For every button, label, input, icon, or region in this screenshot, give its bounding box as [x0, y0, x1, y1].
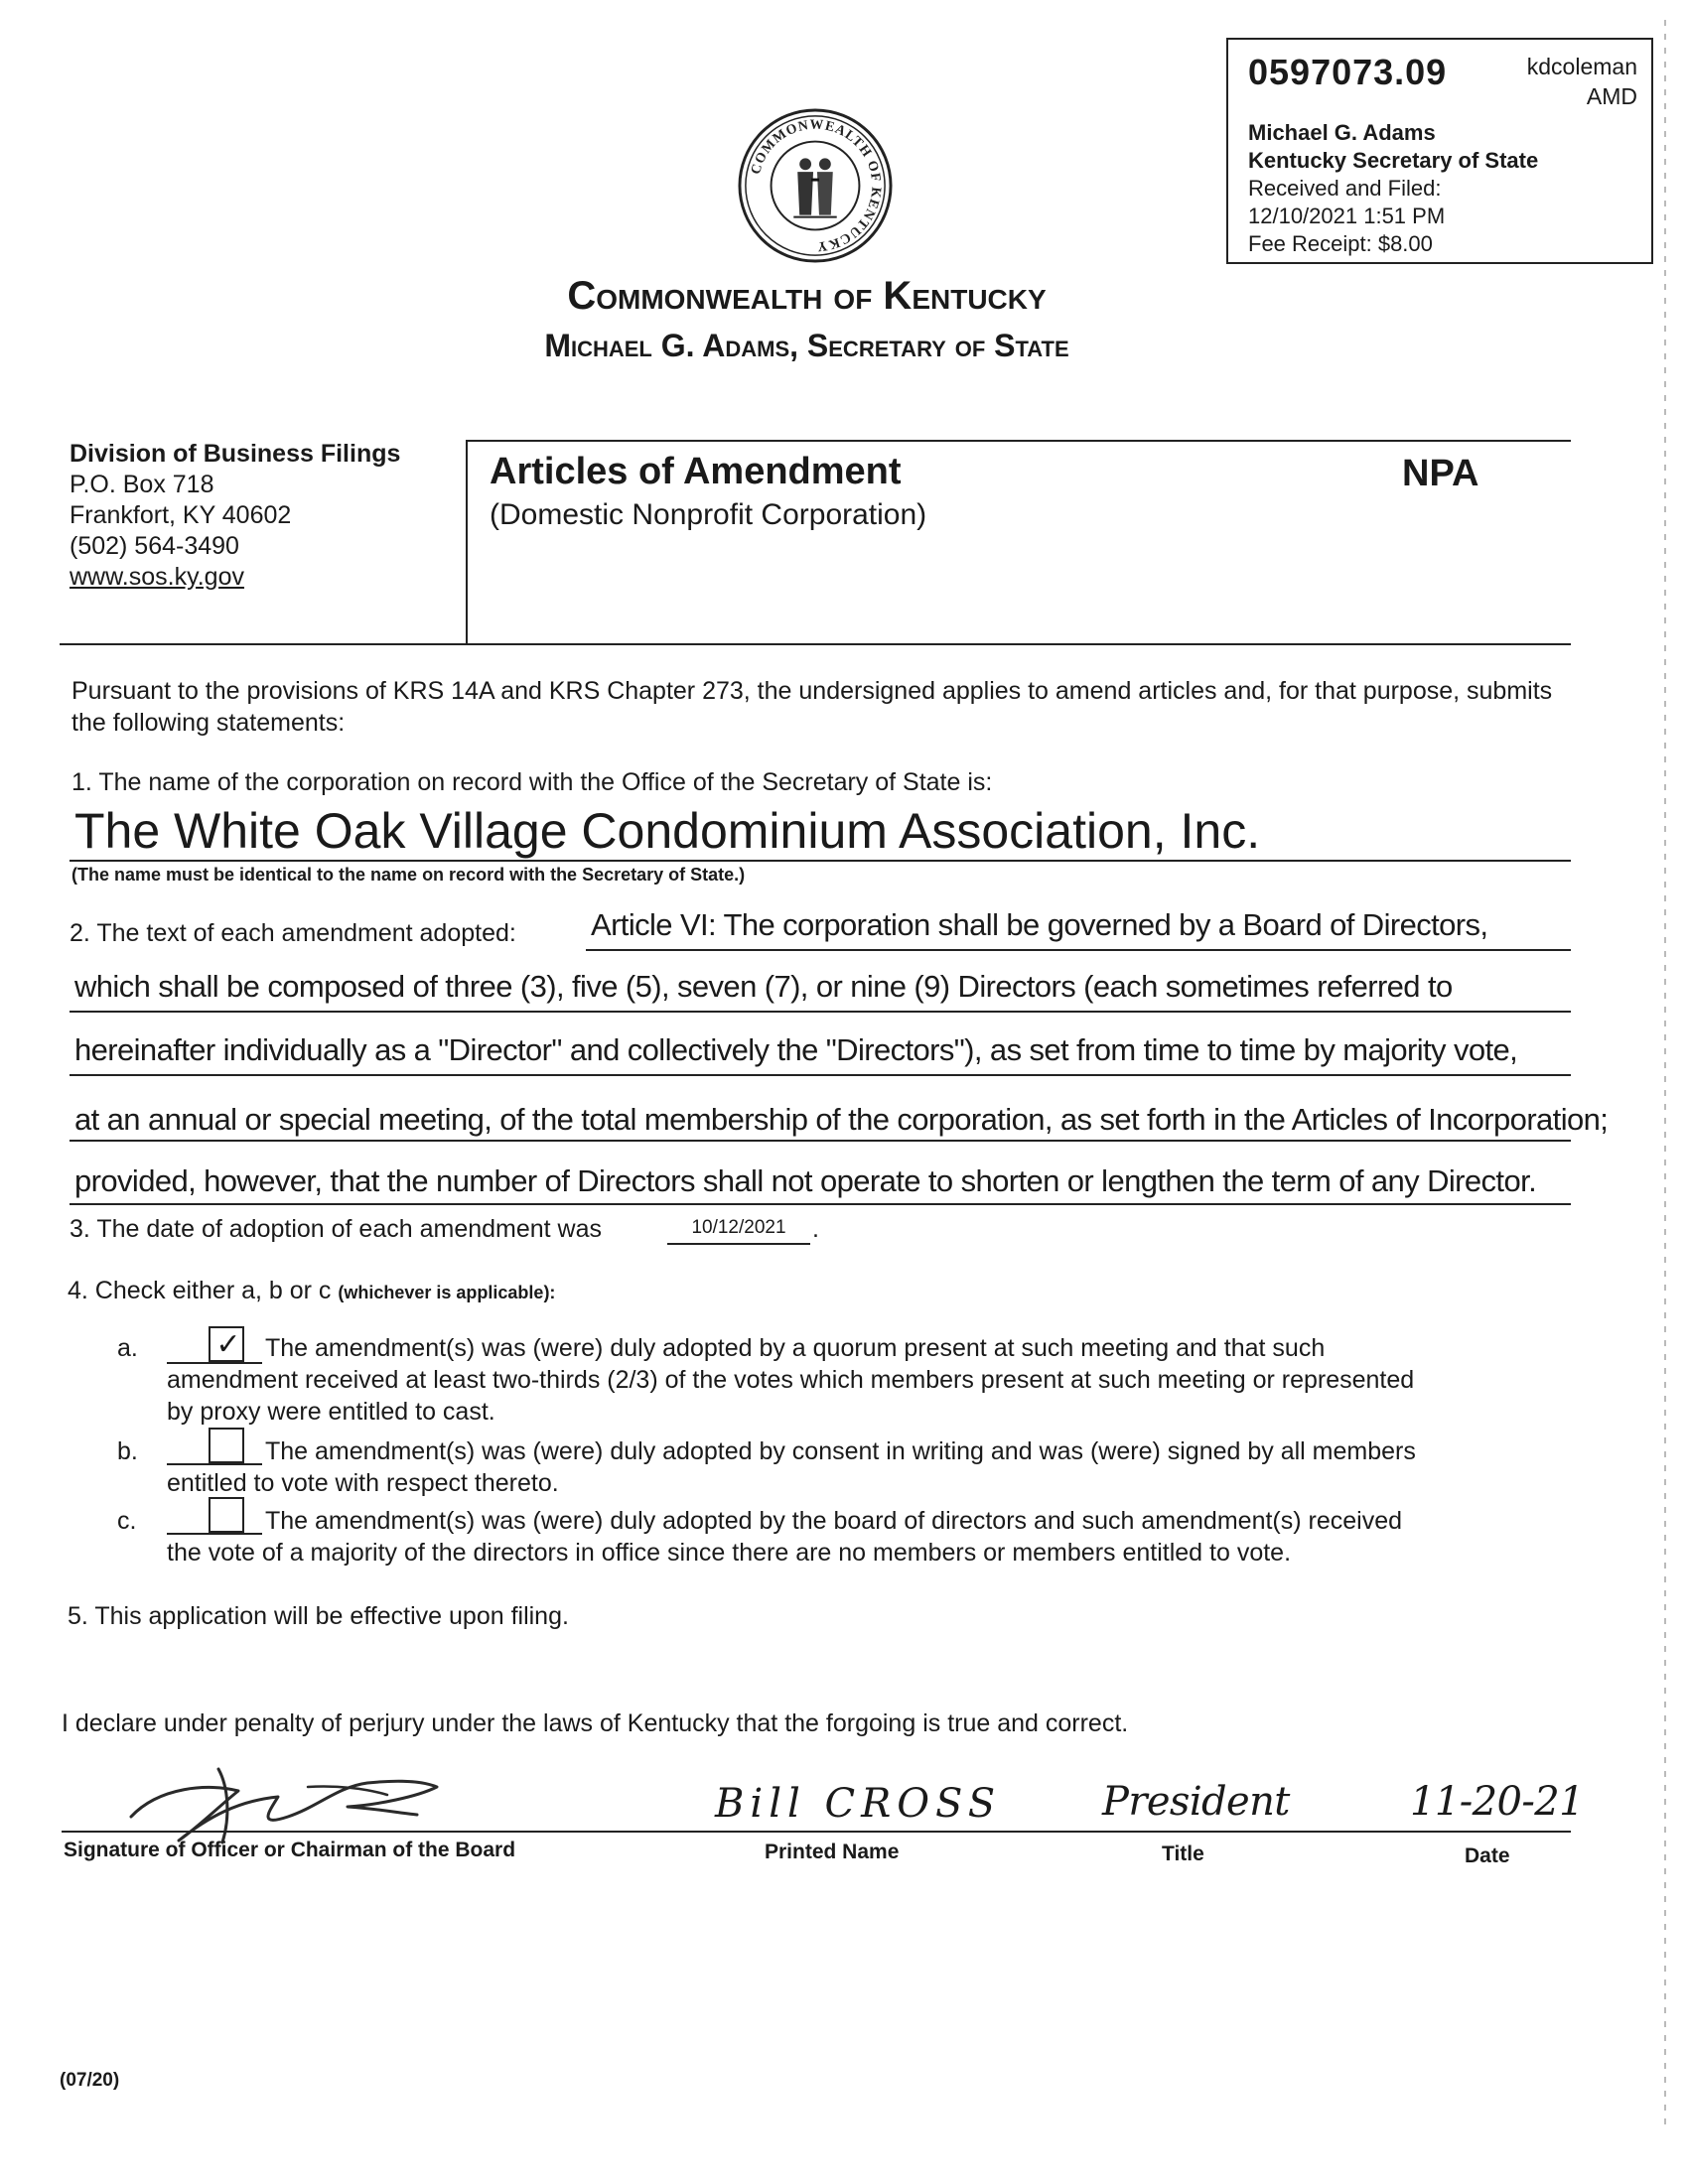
division-name: Division of Business Filings [70, 440, 401, 468]
signature-rule [62, 1831, 1571, 1833]
option-c-rule [167, 1533, 262, 1535]
amendment-line-5: provided, however, that the number of Directors shall not operate to shorten or lengthen the term of any Director. [74, 1163, 1537, 1198]
item1-note: (The name must be identical to the name on record with the Secretary of State.) [71, 865, 746, 885]
filing-number: 0597073.09 [1248, 52, 1448, 92]
stamp-details [1248, 119, 1538, 258]
option-a-letter: a. [117, 1334, 138, 1362]
item3-label: 3. The date of adoption of each amendment was [70, 1215, 603, 1243]
item4-label-text: 4. Check either a, b or c [68, 1277, 332, 1304]
option-c-checkbox[interactable] [209, 1497, 244, 1533]
scan-edge [1664, 20, 1666, 2124]
header-bottom-rule [60, 643, 1571, 645]
stamp-received-label: Received and Filed: [1248, 176, 1442, 201]
checkmark-icon: ✓ [215, 1328, 241, 1361]
amendment-rule-5 [70, 1203, 1571, 1205]
stamp-office: Kentucky Secretary of State [1248, 148, 1539, 173]
option-c-line-2: the vote of a majority of the directors in office since there are no members or members entitled to vote. [167, 1539, 1292, 1567]
page-subtitle: Michael G. Adams, Secretary of State [544, 328, 1069, 363]
form-revision: (07/20) [60, 2070, 120, 2091]
printed-name-label: Printed Name [765, 1841, 900, 1863]
title-value: President [1102, 1779, 1290, 1825]
stamp-user: kdcoleman [1526, 54, 1637, 79]
seal-text: COMMONWEALTH OF KENTUCKY [747, 116, 885, 255]
adoption-date[interactable]: 10/12/2021 [691, 1217, 786, 1238]
form-code: NPA [1402, 453, 1479, 494]
date-value: 11-20-21 [1410, 1779, 1584, 1825]
option-c-letter: c. [117, 1507, 137, 1535]
item2-label: 2. The text of each amendment adopted: [70, 919, 516, 947]
signature-label: Signature of Officer or Chairman of the Board [64, 1839, 516, 1861]
option-a-line-3: by proxy were entitled to cast. [167, 1398, 495, 1426]
amendment-rule-1 [586, 949, 1571, 951]
header-top-rule [467, 440, 1571, 442]
amendment-rule-2 [70, 1011, 1571, 1013]
item4-label [68, 1275, 555, 1308]
division-city: Frankfort, KY 40602 [70, 501, 292, 529]
declaration-text: I declare under penalty of perjury under the laws of Kentucky that the forgoing is true and correct. [62, 1709, 1129, 1737]
filing-stamp [1226, 38, 1653, 264]
adoption-date-rule [667, 1243, 810, 1245]
option-c-line-1: The amendment(s) was (were) duly adopted by the board of directors and such amendment(s) received [265, 1507, 1403, 1535]
division-box: P.O. Box 718 [70, 471, 214, 498]
form-subtitle: (Domestic Nonprofit Corporation) [490, 498, 927, 531]
stamp-fee: Fee Receipt: $8.00 [1248, 231, 1433, 256]
item1-rule [70, 860, 1571, 862]
option-b-rule [167, 1463, 262, 1465]
amendment-rule-3 [70, 1074, 1571, 1076]
item3-end: . [812, 1215, 819, 1243]
option-a-line-1: The amendment(s) was (were) duly adopted by a quorum present at such meeting and that such [265, 1334, 1326, 1362]
state-seal-icon [737, 107, 894, 264]
stamp-code: AMD [1586, 83, 1637, 109]
header-divider [466, 440, 468, 644]
item1-label: 1. The name of the corporation on record with the Office of the Secretary of State is: [71, 768, 993, 796]
option-b-letter: b. [117, 1437, 138, 1465]
division-phone: (502) 564-3490 [70, 532, 239, 560]
stamp-name: Michael G. Adams [1248, 120, 1436, 145]
amendment-line-2: which shall be composed of three (3), five (5), seven (7), or nine (9) Directors (each sometimes referred to [74, 969, 1453, 1004]
option-b-line-1: The amendment(s) was (were) duly adopted by consent in writing and was (were) signed by all members [265, 1437, 1416, 1465]
printed-name-value: Bill CROSS [715, 1781, 1002, 1827]
corporation-name: The White Oak Village Condominium Association, Inc. [74, 803, 1261, 859]
svg-text:COMMONWEALTH OF KENTUCKY [748, 117, 885, 255]
amendment-line-4: at an annual or special meeting, of the total membership of the corporation, as set forth in the Articles of Incorporation; [74, 1102, 1609, 1137]
stamp-user-block [1527, 52, 1637, 111]
item4-note: (whichever is applicable): [338, 1283, 556, 1302]
option-a-checkbox[interactable] [209, 1326, 244, 1362]
title-label: Title [1162, 1843, 1204, 1865]
page-title: Commonwealth of Kentucky [567, 274, 1047, 318]
form-title: Articles of Amendment [490, 451, 902, 492]
amendment-line-1: Article VI: The corporation shall be governed by a Board of Directors, [591, 907, 1488, 942]
option-b-line-2: entitled to vote with respect thereto. [167, 1469, 559, 1497]
stamp-datetime: 12/10/2021 1:51 PM [1248, 204, 1446, 228]
signature-scribble [119, 1757, 447, 1846]
intro-text: Pursuant to the provisions of KRS 14A and KRS Chapter 273, the undersigned applies to amend articles and, for that purpose, submits the following statements: [71, 677, 1553, 737]
amendment-line-3: hereinafter individually as a "Director" and collectively the "Directors"), as set from time to time by majority vote, [74, 1032, 1518, 1067]
item5-text: 5. This application will be effective upon filing. [68, 1602, 569, 1630]
division-address [70, 439, 400, 593]
date-label: Date [1465, 1844, 1510, 1867]
option-a-line-2: amendment received at least two-thirds (2/3) of the votes which members present at such meeting or represented [167, 1366, 1415, 1394]
option-b-checkbox[interactable] [209, 1428, 244, 1463]
amendment-rule-4 [70, 1140, 1571, 1142]
division-website[interactable]: www.sos.ky.gov [70, 563, 244, 591]
